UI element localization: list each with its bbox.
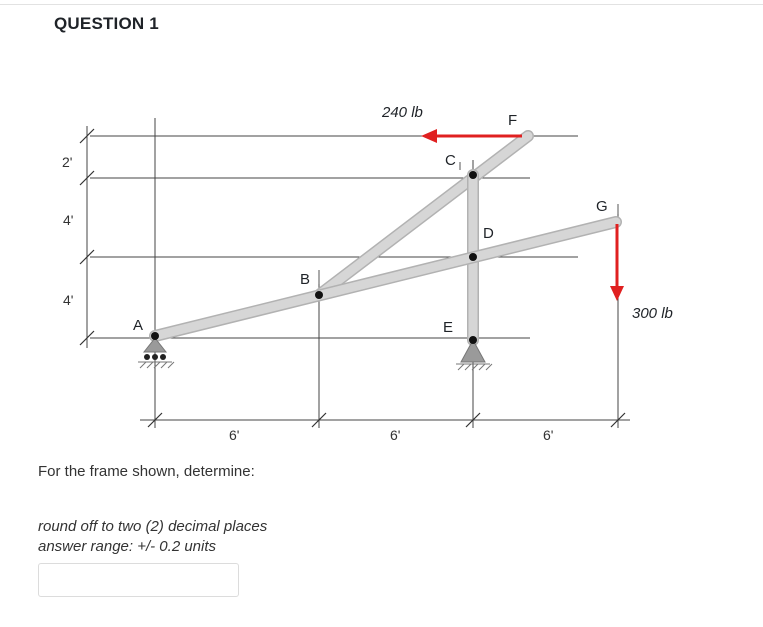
- dim-label-2ft: 2': [62, 154, 73, 170]
- dim-label-4ft-upper: 4': [63, 212, 74, 228]
- pin-d: [469, 253, 477, 261]
- label-a: A: [133, 317, 144, 334]
- label-c: C: [445, 152, 456, 169]
- load-arrow-head: [610, 286, 624, 301]
- label-f: F: [508, 112, 518, 129]
- pin-b: [315, 291, 323, 299]
- load-label-300: 300 lb: [632, 305, 673, 322]
- reference-lines: [87, 118, 630, 428]
- label-g: G: [596, 198, 608, 215]
- ground-hatch: [458, 364, 492, 370]
- dim-label-6ft-eg: 6': [543, 427, 554, 443]
- dim-label-6ft-ab: 6': [229, 427, 240, 443]
- pin-e: [469, 336, 477, 344]
- question-title: QUESTION 1: [54, 14, 159, 33]
- label-e: E: [443, 319, 454, 336]
- instruction-rounding: round off to two (2) decimal places: [38, 518, 268, 535]
- load-240-arrow: [421, 129, 522, 143]
- question-prompt: For the frame shown, determine:: [38, 463, 255, 480]
- instruction-range: answer range: +/- 0.2 units: [38, 538, 217, 555]
- pin-c: [469, 171, 477, 179]
- load-label-240: 240 lb: [382, 104, 423, 121]
- answer-input[interactable]: [38, 563, 239, 597]
- frame-members: [155, 136, 616, 340]
- dim-label-6ft-be: 6': [390, 427, 401, 443]
- roller-wheel: [144, 354, 150, 360]
- support-e-pin: [456, 340, 492, 370]
- roller-wheel: [160, 354, 166, 360]
- load-arrow-head: [421, 129, 437, 143]
- label-d: D: [483, 225, 494, 242]
- dim-label-4ft-lower: 4': [63, 292, 74, 308]
- pin-a: [151, 332, 159, 340]
- dimension-ticks: [80, 129, 625, 427]
- label-b: B: [300, 271, 311, 288]
- roller-wheel: [152, 354, 158, 360]
- answer-instructions: [38, 517, 267, 557]
- support-a-roller: [138, 338, 174, 368]
- load-300-arrow: [610, 224, 624, 301]
- ground-hatch: [140, 362, 174, 368]
